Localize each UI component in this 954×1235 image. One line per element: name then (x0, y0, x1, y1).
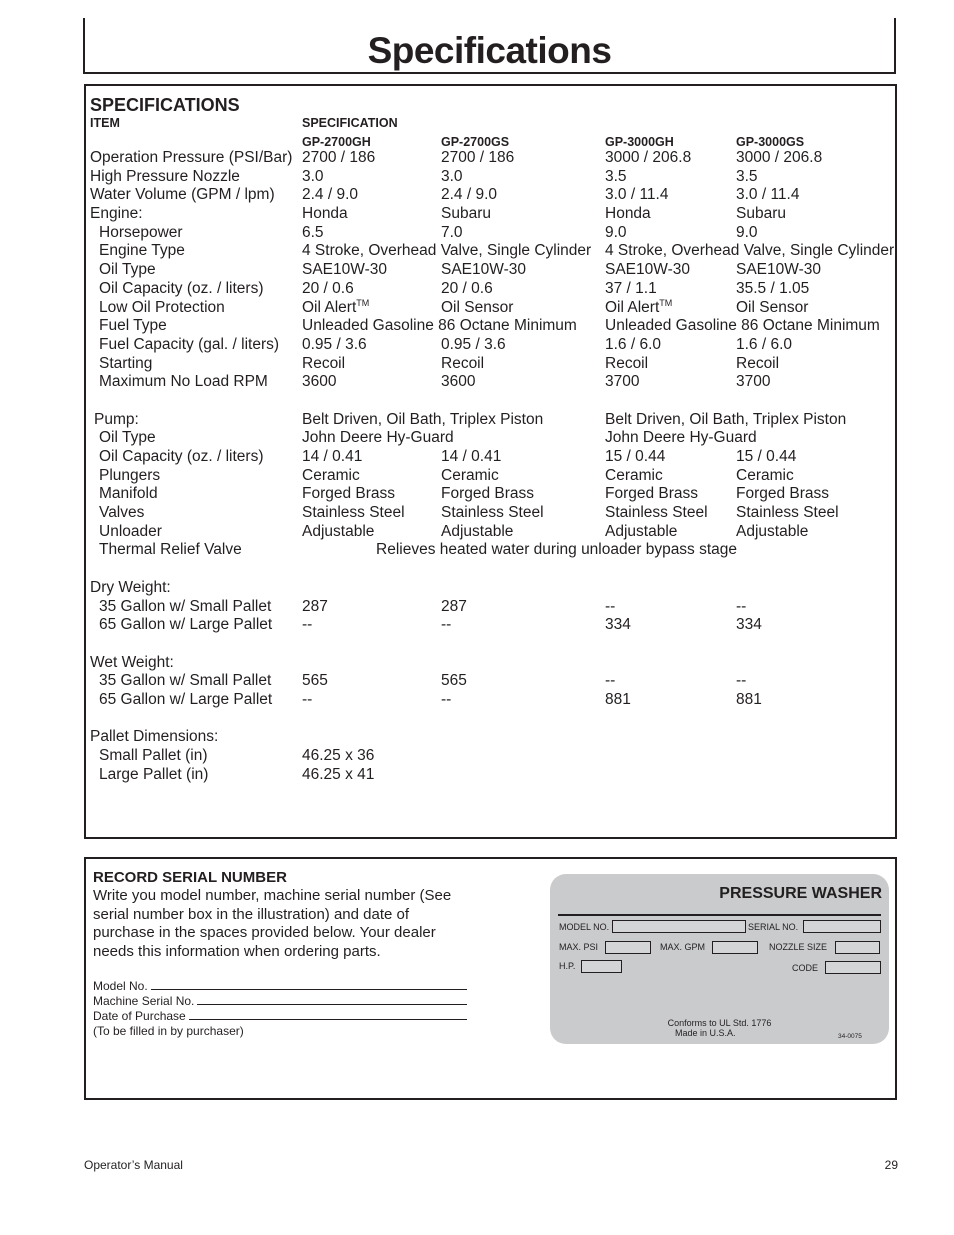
cell: SAE10W-30 (605, 261, 691, 279)
cell: Belt Driven, Oil Bath, Triplex Piston (302, 410, 544, 428)
plate-made-in: Made in U.S.A. (675, 1028, 736, 1038)
cell: Adjustable (736, 522, 809, 540)
spec-heading: SPECIFICATIONS (90, 95, 240, 115)
table-row (86, 504, 895, 523)
model-header-gp-3000gh: GP-3000GH (605, 135, 674, 149)
row-label: Engine Type (99, 242, 185, 260)
cell (302, 299, 369, 317)
row-label: Valves (99, 504, 145, 522)
plate-code-box (825, 961, 881, 974)
cell: Honda (302, 205, 348, 223)
cell: 20 / 0.6 (441, 279, 493, 297)
row-label: 35 Gallon w/ Small Pallet (99, 597, 272, 615)
cell: 334 (736, 616, 762, 634)
serial-plate-illustration (550, 874, 889, 1044)
cell: 14 / 0.41 (302, 448, 363, 465)
table-row (86, 766, 895, 785)
model-number-blank[interactable] (151, 979, 467, 990)
cell: Forged Brass (736, 485, 830, 503)
cell: 1.6 / 6.0 (605, 335, 662, 353)
cell: 3.5 (736, 167, 758, 185)
cell: 287 (441, 597, 467, 615)
purchaser-note: (To be filled in by purchaser) (93, 1024, 244, 1038)
row-label: Fuel Type (99, 317, 167, 335)
table-row (86, 691, 895, 710)
item-column-header: ITEM (90, 116, 120, 130)
row-label: 65 Gallon w/ Large Pallet (99, 616, 273, 634)
cell: SAE10W-30 (441, 261, 527, 279)
specifications-table (84, 84, 897, 839)
row-label: Large Pallet (in) (99, 765, 209, 783)
cell: 3.0 / 11.4 (605, 186, 669, 204)
cell: Stainless Steel (302, 504, 405, 522)
cell: Forged Brass (605, 485, 699, 503)
cell: Ceramic (441, 466, 499, 484)
cell: 46.25 x 36 (302, 747, 375, 764)
cell: Stainless Steel (605, 504, 708, 522)
record-fields (93, 979, 467, 1039)
cell: 3700 (736, 373, 771, 391)
cell: Recoil (302, 354, 346, 372)
row-label: Dry Weight: (90, 578, 171, 596)
spec-rows (86, 149, 895, 784)
cell: 1.6 / 6.0 (736, 335, 793, 353)
row-label: Oil Capacity (oz. / liters) (99, 279, 264, 297)
table-row (86, 579, 895, 598)
plate-hp-label: H.P. (559, 961, 576, 971)
row-label: Oil Type (99, 261, 156, 279)
cell: 3600 (302, 373, 337, 391)
cell: Forged Brass (302, 485, 396, 503)
row-label: Thermal Relief Valve (99, 541, 242, 559)
table-row (86, 186, 895, 205)
cell: 565 (441, 672, 467, 690)
cell (605, 299, 672, 317)
cell: 9.0 (605, 223, 627, 241)
model-header-gp-2700gh: GP-2700GH (302, 135, 371, 149)
cell: 3700 (605, 373, 640, 391)
cell: Adjustable (605, 522, 678, 540)
record-serial-number-box (84, 857, 897, 1100)
cell: 3000 / 206.8 (736, 149, 823, 166)
spanning-cell: Relieves heated water during unloader bypass stage (376, 541, 738, 559)
table-row (86, 280, 895, 299)
cell: Recoil (736, 354, 780, 372)
row-label: Oil Type (99, 429, 156, 447)
cell: 2.4 / 9.0 (302, 186, 359, 204)
plate-model-box (612, 920, 746, 933)
cell: 881 (736, 690, 762, 708)
plate-max-psi-label: MAX. PSI (559, 942, 599, 952)
row-label: Horsepower (99, 223, 183, 241)
plate-max-gpm-label: MAX. GPM (660, 942, 706, 952)
cell: Recoil (441, 354, 485, 372)
cell: 20 / 0.6 (302, 279, 354, 297)
plate-serial-box (803, 920, 881, 933)
cell: -- (605, 672, 616, 690)
model-header-gp-3000gs: GP-3000GS (736, 135, 805, 149)
cell: 37 / 1.1 (605, 279, 657, 297)
model-number-label: Model No. (93, 979, 148, 993)
cell: Ceramic (736, 466, 794, 484)
cell: 2700 / 186 (302, 149, 376, 166)
row-label: Small Pallet (in) (99, 747, 208, 764)
cell: -- (736, 597, 747, 615)
cell: 15 / 0.44 (605, 448, 666, 465)
table-row (86, 373, 895, 392)
cell: 2.4 / 9.0 (441, 186, 498, 204)
row-label: Plungers (99, 466, 161, 484)
title-frame (83, 18, 896, 74)
table-row (86, 747, 895, 766)
row-label: Pallet Dimensions: (90, 728, 219, 746)
table-row (86, 261, 895, 280)
plate-nozzle-box (835, 941, 880, 954)
row-label: Fuel Capacity (gal. / liters) (99, 335, 280, 353)
cell: 3.5 (605, 167, 627, 185)
plate-code-label: CODE (792, 963, 819, 973)
table-row (86, 317, 895, 336)
cell: 15 / 0.44 (736, 448, 797, 465)
cell: 14 / 0.41 (441, 448, 502, 465)
cell: 287 (302, 597, 328, 615)
cell: SAE10W-30 (302, 261, 388, 279)
table-row (86, 598, 895, 617)
serial-number-line (93, 994, 467, 1009)
cell: 4 Stroke, Overhead Valve, Single Cylinder (302, 242, 592, 260)
table-row (86, 242, 895, 261)
cell: Ceramic (302, 466, 360, 484)
cell: Stainless Steel (441, 504, 544, 522)
cell: 3.0 / 11.4 (736, 186, 800, 204)
row-label: Unloader (99, 522, 162, 540)
cell: 3000 / 206.8 (605, 149, 692, 166)
cell: Stainless Steel (736, 504, 839, 522)
plate-ul-conformance: Conforms to UL Std. 1776 (667, 1018, 772, 1028)
cell: 565 (302, 672, 328, 690)
plate-model-label: MODEL NO. (559, 922, 610, 932)
row-label: 35 Gallon w/ Small Pallet (99, 672, 272, 690)
cell-text: Oil Alert (302, 298, 357, 316)
row-spacer (86, 560, 895, 579)
cell: 0.95 / 3.6 (441, 335, 506, 353)
table-row (86, 224, 895, 243)
specification-column-header: SPECIFICATION (302, 116, 398, 130)
cell: Adjustable (441, 522, 514, 540)
table-row (86, 728, 895, 747)
purchase-date-label: Date of Purchase (93, 1009, 186, 1023)
plate-max-psi-box (605, 941, 651, 954)
cell: 3.0 (441, 167, 463, 185)
table-row (86, 467, 895, 486)
row-label: Water Volume (GPM / lpm) (90, 186, 275, 204)
cell: 4 Stroke, Overhead Valve, Single Cylinder (605, 242, 895, 260)
cell: 46.25 x 41 (302, 765, 375, 783)
row-label: Operation Pressure (PSI/Bar) (90, 149, 293, 166)
cell: 7.0 (441, 223, 463, 241)
cell: -- (736, 672, 747, 690)
table-row (86, 299, 895, 318)
cell: Unleaded Gasoline 86 Octane Minimum (605, 317, 880, 335)
cell: Unleaded Gasoline 86 Octane Minimum (302, 317, 577, 335)
cell: 9.0 (736, 223, 758, 241)
row-label: Starting (99, 354, 153, 372)
plate-nozzle-label: NOZZLE SIZE (769, 942, 828, 952)
table-row (86, 411, 895, 430)
table-row (86, 336, 895, 355)
row-label: Oil Capacity (oz. / liters) (99, 448, 264, 465)
cell: Subaru (441, 205, 491, 223)
cell-text: Oil Alert (605, 298, 660, 316)
cell: John Deere Hy-Guard (605, 429, 757, 447)
purchase-date-line (93, 1009, 467, 1024)
serial-number-blank[interactable] (197, 994, 467, 1005)
cell: 334 (605, 616, 631, 634)
cell: -- (302, 690, 313, 708)
cell: Recoil (605, 354, 649, 372)
table-row (86, 654, 895, 673)
row-label: Manifold (99, 485, 158, 503)
plate-title: PRESSURE WASHER (719, 885, 882, 902)
row-label: Pump: (94, 410, 139, 428)
row-label: High Pressure Nozzle (90, 167, 240, 185)
cell: 35.5 / 1.05 (736, 279, 810, 297)
record-instructions: Write you model number, machine serial number (See serial number box in the illustration) and date of purchase in the spaces provided below. Your dealer needs this information when ordering parts. (93, 887, 452, 961)
cell: 6.5 (302, 223, 324, 241)
cell: 881 (605, 690, 631, 708)
table-row (86, 541, 895, 560)
page-title: Specifications (367, 30, 612, 71)
cell: -- (605, 597, 616, 615)
cell: John Deere Hy-Guard (302, 429, 454, 447)
trademark-mark: TM (356, 297, 370, 308)
row-label: Engine: (90, 205, 143, 223)
footer-manual-name: Operator’s Manual (84, 1158, 183, 1172)
table-row (86, 616, 895, 635)
table-row (86, 149, 895, 168)
cell: -- (302, 616, 313, 634)
trademark-mark: TM (659, 297, 673, 308)
plate-serial-label: SERIAL NO. (748, 922, 799, 932)
cell: -- (441, 690, 452, 708)
row-spacer (86, 392, 895, 411)
plate-part-number: 34-0075 (838, 1033, 862, 1040)
cell: SAE10W-30 (736, 261, 822, 279)
purchase-date-blank[interactable] (189, 1009, 467, 1020)
record-title: RECORD SERIAL NUMBER (93, 869, 287, 886)
cell: 2700 / 186 (441, 149, 515, 166)
cell: Adjustable (302, 522, 375, 540)
model-number-line (93, 979, 467, 994)
row-label: Maximum No Load RPM (99, 373, 268, 391)
row-label: Wet Weight: (90, 653, 174, 671)
table-row (86, 168, 895, 187)
cell: Oil Sensor (736, 298, 809, 316)
cell: Honda (605, 205, 651, 223)
table-row (86, 672, 895, 691)
cell: Subaru (736, 205, 786, 223)
row-label: Low Oil Protection (99, 298, 225, 316)
cell: -- (441, 616, 452, 634)
plate-hp-box (581, 960, 622, 973)
cell: 0.95 / 3.6 (302, 335, 367, 353)
page-number: 29 (884, 1158, 898, 1172)
cell: Oil Sensor (441, 298, 514, 316)
model-header-gp-2700gs: GP-2700GS (441, 135, 510, 149)
row-spacer (86, 635, 895, 654)
plate-max-gpm-box (712, 941, 758, 954)
table-row (86, 355, 895, 374)
row-label: 65 Gallon w/ Large Pallet (99, 690, 273, 708)
cell: Belt Driven, Oil Bath, Triplex Piston (605, 410, 847, 428)
serial-number-label: Machine Serial No. (93, 994, 195, 1008)
row-spacer (86, 710, 895, 729)
cell: Ceramic (605, 466, 663, 484)
cell: 3.0 (302, 167, 324, 185)
cell: Forged Brass (441, 485, 535, 503)
table-row (86, 485, 895, 504)
table-row (86, 448, 895, 467)
plate-divider (558, 914, 881, 916)
table-row (86, 205, 895, 224)
table-row (86, 523, 895, 542)
table-row (86, 429, 895, 448)
cell: 3600 (441, 373, 476, 391)
